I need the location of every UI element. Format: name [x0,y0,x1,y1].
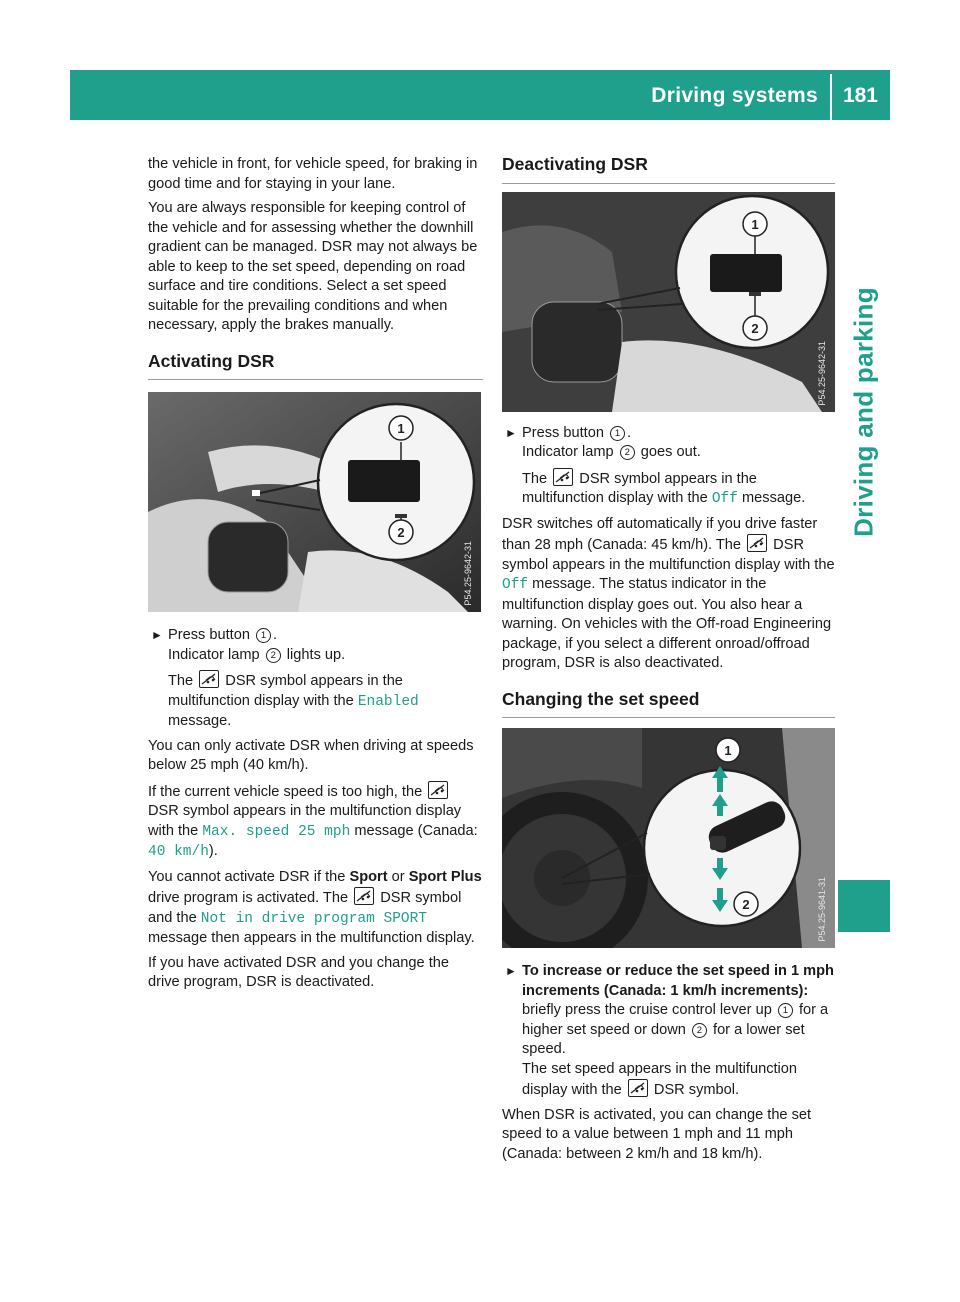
text: DSR symbol appears in the multifunction display with the [148,803,462,839]
display-message-off: Off [711,491,738,507]
circle-1-icon: 1 [610,426,625,441]
header-divider [830,74,832,120]
step-text: DSR symbol appears in the multifunction display with the [522,470,757,506]
step-text: Press button [522,424,604,441]
text: message. The status indicator in the multifunction display goes out. You also hear a warning. On vehicles with the Off-road Engineering package, if you select a different onroad/offroad program, DSR is also deactivated. [502,576,832,671]
text: DSR symbol and the [148,890,462,926]
instruction-step: ► Press button 1 . Indicator lamp 2 lights up. The DSR symbol appears in the multifunction display with the Enabled message. [151,627,419,729]
paragraph: When DSR is activated, you can change the set speed to a value between 1 mph and 11 mph (Canada: between 2 km/h and 18 km/h). [502,1106,812,1162]
console-illustration [148,392,481,612]
text: ). [208,843,218,859]
figure-code: P54.25-9641-31 [816,877,827,942]
callout-1: 1 [724,743,732,758]
figure-activating-dsr [148,392,481,612]
dsr-icon [628,1079,648,1097]
left-column [148,155,483,998]
step-text: The set speed appears in the multifunction display with the [522,1060,798,1098]
step-text: DSR symbol. [653,1082,740,1098]
dsr-icon [553,468,573,486]
step-text: briefly press the cruise control lever up [522,1002,772,1018]
chapter-tab [838,226,890,598]
display-message-max-speed: Max. speed 25 mph [202,823,351,840]
step-text: lights up. [286,646,346,663]
callout-1: 1 [397,421,405,436]
figure-code: P54.25-9642-31 [462,541,473,606]
chapter-marker [838,880,890,932]
paragraph: You can only activate DSR when driving at speeds below 25 mph (40 km/h). [148,737,474,773]
step-lead: To increase or reduce the set speed in 1 mph increments (Canada: 1 km/h increments): [522,963,834,999]
instruction-step: ► Press button 1 . Indicator lamp 2 goes out. The DSR symbol appears in the multifunction display with the Off message. [505,424,806,507]
circle-2-icon: 2 [692,1023,707,1038]
program-sport: Sport [349,868,388,885]
intro-paragraph-2: You are always responsible for keeping control of the vehicle and for assessing whether the downhill gradient can be managed. DSR may not always be able to keep to the set speed, depending on road surface and tire conditions. Select a set speed suitable for the prevailing conditions and when necessary, apply the brakes manually. [148,200,478,333]
step-text: The [522,470,548,487]
display-message-kmh: 40 km/h [148,844,209,860]
step-text: for a lower set speed. [522,1021,805,1057]
program-sport-plus: Sport Plus [408,868,482,885]
paragraph [502,515,835,674]
chapter-tab-label: Driving and parking [848,287,879,537]
step-arrow-icon: ► [151,628,163,642]
text: drive program is activated. The [148,890,349,906]
step-text: message. [742,490,806,506]
paragraph [148,781,483,863]
text: DSR switches off automatically if you drive faster than 28 mph (Canada: 45 km/h). The [502,515,818,553]
step-arrow-icon: ► [505,964,517,978]
circle-2-icon: 2 [266,648,281,663]
dsr-icon [747,534,767,552]
heading-activating-dsr: Activating DSR [148,352,483,381]
text: If the current vehicle speed is too high, the [148,783,423,800]
step-arrow-icon: ► [505,425,517,440]
intro-paragraph-1: the vehicle in front, for vehicle speed, for braking in good time and for staying in your lane. [148,156,478,192]
dsr-icon [354,887,374,905]
figure-code: P54.25-9642-31 [816,340,827,406]
step-text: The [168,673,194,689]
text: You cannot activate DSR if the [148,868,346,885]
instruction-step [502,962,835,1101]
callout-1: 1 [751,216,759,232]
text: message then appears in the multifunction display. [148,930,475,946]
console-illustration [502,192,835,412]
page-header [70,70,890,120]
step-text: goes out. [640,444,701,460]
display-message-not-in-sport: Not in drive program SPORT [200,910,428,927]
paragraph: If you have activated DSR and you change the drive program, DSR is deactivated. [148,954,449,990]
circle-1-icon: 1 [256,628,271,643]
callout-2: 2 [397,525,405,540]
paragraph [148,868,483,949]
text: message (Canada: [354,822,478,839]
heading-changing-set-speed: Changing the set speed [502,690,835,719]
figure-changing-set-speed [502,728,835,948]
step-text: DSR symbol appears in the multifunction display with the [168,673,403,709]
callout-2: 2 [751,320,759,336]
dsr-icon [199,670,219,688]
text: DSR symbol appears in the multifunction display with the [502,537,835,573]
step-text: Press button [168,627,250,643]
step-text: for a higher set speed or down [522,1002,829,1038]
dsr-icon [428,781,448,799]
step-text: message. [168,713,232,729]
circle-1-icon: 1 [778,1003,793,1018]
display-message-off: Off [502,577,529,593]
steering-lever-illustration [502,728,835,948]
step-text: Indicator lamp [522,444,614,460]
heading-deactivating-dsr: Deactivating DSR [502,155,835,184]
figure-deactivating-dsr [502,192,835,412]
section-title: Driving systems [651,84,818,107]
step-text: Indicator lamp [168,646,260,663]
callout-2: 2 [742,897,750,912]
page-number: 181 [842,84,878,107]
text: or [391,868,405,885]
right-column [502,155,835,1169]
circle-2-icon: 2 [620,445,635,460]
display-message-enabled: Enabled [357,693,419,710]
